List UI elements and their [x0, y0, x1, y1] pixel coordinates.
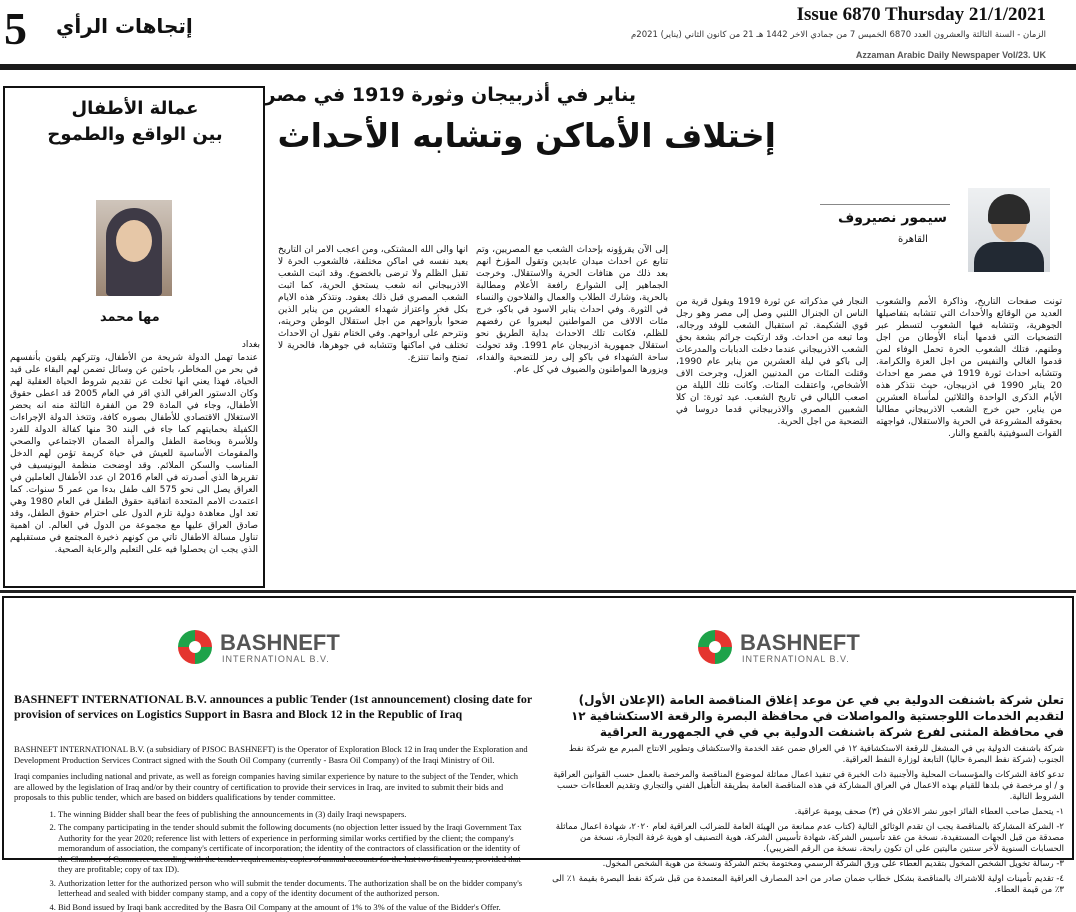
requirement-item: 4. Bid Bond issued by Iraqi bank accredited by the Basra Oil Company at the amount of 1% to 3% of the value of the Bidder's Offer. [58, 902, 530, 912]
opinion-author-photo [96, 200, 172, 296]
requirement-item-ar: ٤- تقديم تأمينات اولية للاشتراك بالمناقصة بشكل خطاب ضمان صادر من احد المصارف العراقية المعتمدة من قبل شركة نفط البصرة بقيمة ١٪ الى ٣٪ من قيمة العطاء. [550, 874, 1064, 896]
opinion-body: عندما تهمل الدولة شريحة من الأطفال، وتتركهم يلقون بأنفسهم في بحر من المخاطر، باحثين عن وسائل تضمن لهم البقاء على قيد الحياة، فهذا يعني انها تخلت عن تقديم شروط الحياة العقلية لهم وكان الدستور العراقي الذي اقر في العام 2005 قد اعطى حقوق الأطفال، وجاء في المادة 29 من الفقرة الثالثة منه انه يحضر الاستغلال الاقتصادي للأطفال بصوره كافة، وتتخذ الدولة الإجراءات الكفيلة بحمايتهم كما جاء في البند 30 منها كفالة الدولة للفرد وللأسرة وبخاصة الطفل والمرأة الضمان الاجتماعي والصحي والمقومات الأساسية للعيش في حياة كريمة تؤمن لهم الدخل المناسب والسكن الملائم. وقد اوضحت منظمة اليونيسيف في تقريرها الذي أصدرته في العام 2016 ان عدد الأطفال العاملين في العراق يصل الى نحو 575 الف طفل بدءا من عمر 5 سنوات. كما اعتمدت الامم المتحدة اتفاقية حقوق الطفل في العام 1980 وهي تعد اول معاهدة دولية تلزم الدول على احترام حقوق الطفل، وقد صادق العراق عليها مع مجموعة من الدول في العالم. ان اهمية تناول مسالة الاطفال تاتي من كونهم ذخيرة المجتمع في مستقبلهم الذي يجب ان يحصلوا فيه على التعليم والرعاية الصحية. [10, 352, 258, 582]
page-number: 5 [4, 6, 27, 52]
tender-requirements-en [14, 809, 530, 912]
tender-intro-en: BASHNEFT INTERNATIONAL B.V. (a subsidiary of PJSOC BASHNEFT) is the Operator of Exploration Block 12 in Iraq under the Exploration and Development Production Services Contract signed with the South Oil Company (currently - Basra Oil Company) of the Iraqi Ministry of Oil. [14, 744, 530, 765]
requirement-item-ar: ٢- الشركة المشاركة بالمناقصة يجب ان تقدم الوثائق التالية (كتاب عدم ممانعة من الهيئة العامة للضرائب العراقية لعام ٢٠٢٠، شهادة اعمال مماثلة مصدقة من قبل الجهات المستفيدة، نسخة من عقد تأسيس الشركة، شهادة تأسيس الشركة، هوية التصنيف او هوية غرفة التجارة، نسخة من الحسابات السنوية لآخر سنتين ماليتين على ان تكون رابحة، نسخة من الرقم الضريبي). [550, 822, 1064, 855]
requirement-item: 2. The company participating in the tender should submit the following documents (no objection letter issued by the Iraqi Government Tax Authority for the year 2020; reference list with letters of experience in performing similar works certified by the client; the company's memorandum of association, the company's certificate of incorporation; the identity of the contractors of classification or the identity of the Chamber of Commerce according with the tender requirements; copies of annual accounts for the last two fiscal years, provided that they are profitable; copy of tax ID). [58, 822, 530, 875]
opinion-headline [10, 96, 260, 148]
bashneft-logo-ar: BASHNEFT INTERNATIONAL B.V. [698, 630, 898, 668]
tender-eligibility-en: Iraqi companies including national and private, as well as foreign companies having similar experience by nature to the subject of the Tender, which are allowed by the legislation of Iraq and/or by their country of certification to provide their services in Iraq, are invited to submit their bids and proposals to this public tender, which are based on bidders qualifications by tender committee. [14, 771, 530, 803]
bashneft-logo-en: BASHNEFT INTERNATIONAL B.V. [178, 630, 378, 668]
opinion-author: مها محمد [100, 310, 160, 325]
article-column-1: تونت صفحات التاريخ، وذاكرة الأمم والشعوب العديد من الوقائع والأحداث التي تتشابه بتفاصيلها الجوهرية، وتتشابه فيها الشعوب لتسطر عبر التضحيات التي قدمها أبناء الأوطان من اجل وطنهم، فتلك الشعوب الحرة تحمل الوفاء لمن قدموا الغالي والنفيس من اجل العزة والكرامة. وتتشابه احداث ثورة 1919 في مصر مع احداث 20 يناير 1990 في اذربيجان، حيث نتذكر هذه الأيام الذكرى الواحدة والثلاثين لمأساة العشرين من يناير، حين خرج الشعب الاذربيجاني مطالبا بحقوقه المشروعة في الحرية والاستقلال، فواجهته القوات السوفيتية بالقمع والنار. [876, 296, 1062, 586]
requirement-item-ar: ١- يتحمل صاحب العطاء الفائز اجور نشر الاعلان في (٣) صحف يومية عراقية. [550, 807, 1064, 818]
opinion-headline-line2: بين الواقع والطموح [10, 122, 260, 148]
article-column-2: النجار في مذكراته عن ثورة 1919 ويقول قرية من الناس ان الجنرال اللنبي وصل إلى مصر وهو رجل قوي الشكيمة. ثم استقبال الشعب للوفد ورجاله، وما تبعه من احداث. وقد ارتكبت جرائم بشعة بحق الشعب الاذربيجاني عندما دخلت الدبابات والمدرعات إلى باكو في ليلة العشرين من يناير عام 1990، وقتلت المئات من المدنيين العزل، وجرحت الاف الأشخاص، واعتقلت المئات. وكانت تلك الليلة من اصعب الليالي في تاريخ الشعب. عيد ثورة: ان كلا الشعبين المصري والاذربيجاني قدما دروسا في التضحية من اجل الحرية. [676, 296, 868, 586]
article-author: سيمور نصيروف [838, 210, 947, 226]
dateline: الزمان - السنة الثالثة والعشرون العدد 6870 الخميس 7 من جمادي الاخر 1442 هـ 21 من كانون الثاني (يناير) 2021م [631, 30, 1046, 40]
tender-eligibility-ar: تدعو كافة الشركات والمؤسسات المحلية والأجنبية ذات الخبرة في تنفيذ اعمال مماثلة لموضوع المناقصة والمرخصة بالعمل حسب القوانين العراقية و / او مرخصة في بلدها للقيام بهذه الاعمال في العراق المشاركة في هذه المناقصة العامة بطريقة التأهيل الفني والتجاري وتقديم العطاءات حسب الشروط التالية. [550, 770, 1064, 803]
requirement-item: 3. Authorization letter for the authorized person who will submit the tender documents. The authorization shall be on the bidder company's letterhead and sealed with bidder company stamp, and a copy of the identity document of the authorized person. [58, 878, 530, 899]
masthead-rule [0, 64, 1076, 70]
issue-line: Issue 6870 Thursday 21/1/2021 [797, 4, 1046, 26]
opinion-headline-line1: عمالة الأطفال [10, 96, 260, 122]
tender-title-ar: تعلن شركة باشنفت الدولية بي في عن موعد إغلاق المناقصة العامة (الإعلان الأول) لتقديم الخدمات اللوجستية والمواصلات في محافظة البصرة والرقعة الاستكشافية ١٢ في محافظة المثنى لفرع شركة باشنفت الدولية بي في في الجمهورية العراقية [550, 692, 1064, 740]
opinion-city: بغداد [4, 340, 260, 350]
requirement-item: 1. The winning Bidder shall bear the fees of publishing the announcements in (3) daily Iraqi newspapers. [58, 809, 530, 820]
article-headline: إختلاف الأماكن وتشابه الأحداث [278, 116, 777, 155]
bashneft-logo-icon [178, 630, 212, 664]
bashneft-logo-icon [698, 630, 732, 664]
tender-title-en: BASHNEFT INTERNATIONAL B.V. announces a public Tender (1st announcement) closing date for provision of services on Logistics Support in Basra and Block 12 in the Republic of Iraq [14, 692, 534, 722]
article-author-photo [968, 188, 1050, 272]
newspaper-name: Azzaman Arabic Daily Newspaper Vol/23. UK [856, 50, 1046, 60]
ad-separator [0, 590, 1076, 593]
tender-body-en [14, 744, 530, 856]
tender-body-ar [550, 744, 1064, 856]
requirement-item-ar: ٣- رسالة تخويل الشخص المخول بتقديم العطاء على ورق الشركة الرسمي ومختومة بختم الشركة ونسخة من هوية الشخص المخول. [550, 859, 1064, 870]
article-city: القاهرة [898, 234, 928, 245]
tender-intro-ar: شركة باشنفت الدولية بي في المشغل للرقعة الاستكشافية ١٢ في العراق ضمن عقد الخدمة والاستكشاف وتطوير الانتاج المبرم مع شركة نفط الجنوب (شركة نفط البصرة حاليا) التابعة لوزارة النفط العراقية. [550, 744, 1064, 766]
article-column-4: انها والى الله المشتكى، ومن اعجب الامر ان التاريخ يعيد نفسه في اماكن مختلفة، فالشعوب الحرة لا تقبل الظلم ولا ترضى بالخضوع. وقد اثبت الشعب الاذربيجاني انه شعب يستحق الحرية، كما اثبت الشعب المصري قبل ذلك بعقود. ونتذكر هذه الايام بكل فخر واعتزاز شهداء العشرين من يناير الذين ضحوا بأرواحهم من اجل استقلال الوطن وحريته، ونترحم على ارواحهم. وفي الختام نقول ان الاحداث تختلف في اماكنها وتتشابه في جوهرها، فالحرية لا تمنح وانما تنتزع. [278, 244, 468, 586]
article-kicker: يناير في أذربيجان وثورة 1919 في مصر [265, 84, 636, 106]
section-title: إتجاهات الرأي [56, 14, 193, 38]
author-rule [820, 204, 950, 205]
article-column-3: إلى الآن يقرؤونه بإحداث الشعب مع المصريين، وتم تتابع عن احداث ميدان عابدين وتقول المؤرخ انهم بعد ذلك من هتافات الحرية والاستقلال. وخرجت الجماهير إلى الشوارع رافعة الأعلام ومطالبة بالحرية، وشارك الطلاب والعمال والفلاحون والنساء في الثورة. وفي احداث يناير الاسود في باكو، خرج مئات الالاف من المواطنين ليعبروا عن رفضهم للظلم، فكانت تلك الاحداث بداية الطريق نحو استقلال جمهورية اذربيجان عام 1991. وقد تحولت ساحة الشهداء في باكو إلى رمز للتضحية والفداء، ويزورها المواطنون والضيوف في كل عام. [476, 244, 668, 586]
